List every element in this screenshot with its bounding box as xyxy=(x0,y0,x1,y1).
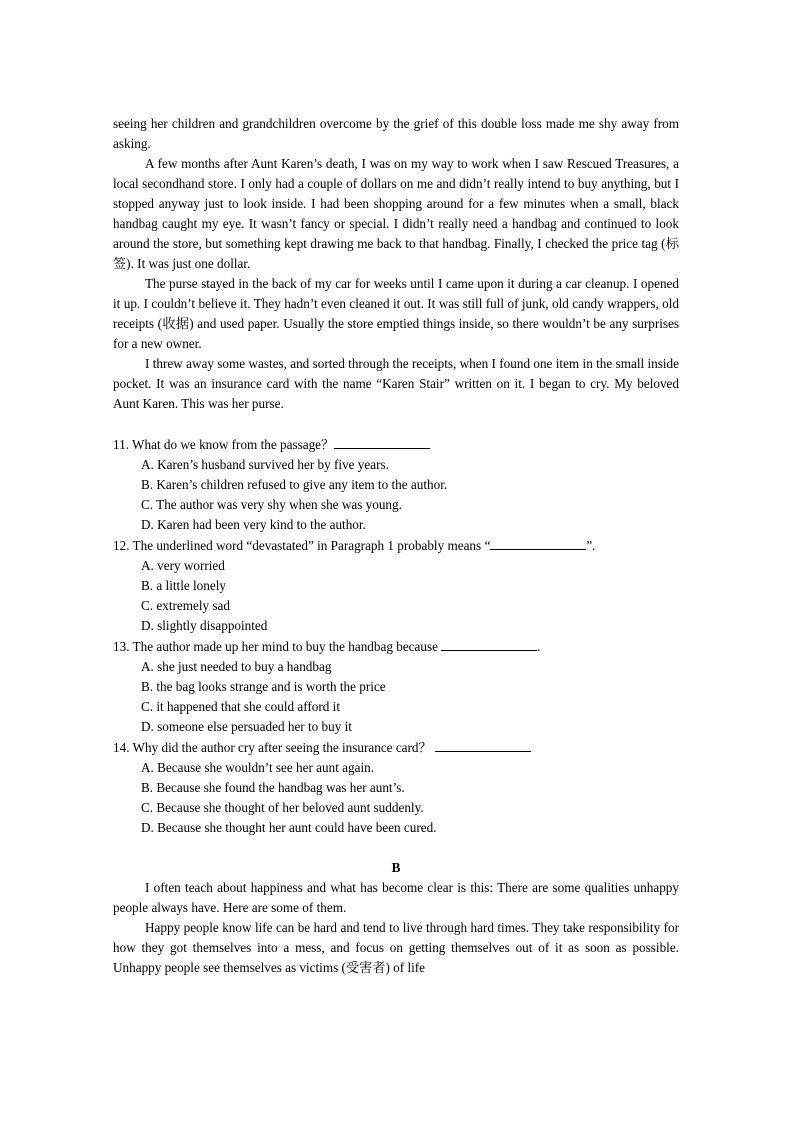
option-d: D. Karen had been very kind to the author. xyxy=(141,517,366,532)
question-14 xyxy=(113,737,679,838)
option-c: C. Because she thought of her beloved aunt suddenly. xyxy=(141,800,424,815)
option-a: A. Because she wouldn’t see her aunt again. xyxy=(141,760,375,775)
answer-blank[interactable] xyxy=(490,535,586,550)
question-stem-end: . xyxy=(537,639,541,654)
passage-b-paragraph-2: Happy people know life can be hard and tend to live through hard times. They take responsibility for how they got themselves into a mess, and focus on getting themselves out of it as soon as possible. Unhappy people see themselves as victims (受害者) of life xyxy=(113,920,679,975)
passage-a-paragraph-1: seeing her children and grandchildren overcome by the grief of this double loss made me shy away from asking. xyxy=(113,116,679,151)
option-b: B. Karen’s children refused to give any item to the author. xyxy=(141,477,448,492)
question-stem-text: 11. What do we know from the passage？ xyxy=(113,437,335,452)
question-stem-text: 13. The author made up her mind to buy the handbag because xyxy=(113,639,438,654)
spacer xyxy=(113,414,679,434)
document-page xyxy=(113,114,679,978)
passage-b-paragraph-1: I often teach about happiness and what has become clear is this: There are some qualities unhappy people always have. Here are some of them. xyxy=(113,880,679,915)
passage-a-paragraph-4: I threw away some wastes, and sorted through the receipts, when I found one item in the small inside pocket. It was an insurance card with the name “Karen Stair” written on it. I began to cry. My beloved Aunt Karen. This was her purse. xyxy=(113,356,679,411)
question-stem-end: ”. xyxy=(586,538,596,553)
question-stem xyxy=(113,434,679,455)
option-b: B. the bag looks strange and is worth the price xyxy=(141,679,386,694)
question-stem xyxy=(113,636,679,657)
option-a: A. Karen’s husband survived her by five years. xyxy=(141,457,389,472)
passage-a-paragraph-3: The purse stayed in the back of my car for weeks until I came upon it during a car cleanup. I opened it up. I couldn’t believe it. They hadn’t even cleaned it out. It was still full of junk, old candy wrappers, old receipts (收据) and used paper. Usually the store emptied things inside, so there wouldn’t be any surprises for a new owner. xyxy=(113,276,679,351)
answer-blank[interactable] xyxy=(435,737,531,752)
answer-blank[interactable] xyxy=(441,636,537,651)
section-heading: B xyxy=(391,860,401,875)
option-a: A. she just needed to buy a handbag xyxy=(141,659,332,674)
option-d: D. Because she thought her aunt could have been cured. xyxy=(141,820,437,835)
question-13 xyxy=(113,636,679,737)
option-b: B. Because she found the handbag was her aunt’s. xyxy=(141,780,405,795)
option-c: C. extremely sad xyxy=(141,598,230,613)
option-b: B. a little lonely xyxy=(141,578,226,593)
option-d: D. someone else persuaded her to buy it xyxy=(141,719,352,734)
passage-a-paragraph-2: A few months after Aunt Karen’s death, I was on my way to work when I saw Rescued Treasures, a local secondhand store. I only had a couple of dollars on me and didn’t really intend to buy anything, but I stopped anyway just to look inside. I had been shopping around for a few minutes when a small, black handbag caught my eye. It wasn’t fancy or special. I didn’t really need a handbag and continued to look around the store, but something kept drawing me back to that handbag. Finally, I checked the price tag (标签). It was just one dollar. xyxy=(113,156,679,271)
option-a: A. very worried xyxy=(141,558,225,573)
question-stem-text: 12. The underlined word “devastated” in Paragraph 1 probably means “ xyxy=(113,538,491,553)
option-c: C. it happened that she could afford it xyxy=(141,699,340,714)
question-stem xyxy=(113,535,679,556)
option-c: C. The author was very shy when she was young. xyxy=(141,497,402,512)
spacer xyxy=(113,838,679,858)
question-11 xyxy=(113,434,679,535)
question-stem-text: 14. Why did the author cry after seeing the insurance card？ xyxy=(113,740,432,755)
question-stem xyxy=(113,737,679,758)
option-d: D. slightly disappointed xyxy=(141,618,268,633)
question-12 xyxy=(113,535,679,636)
answer-blank[interactable] xyxy=(334,434,430,449)
